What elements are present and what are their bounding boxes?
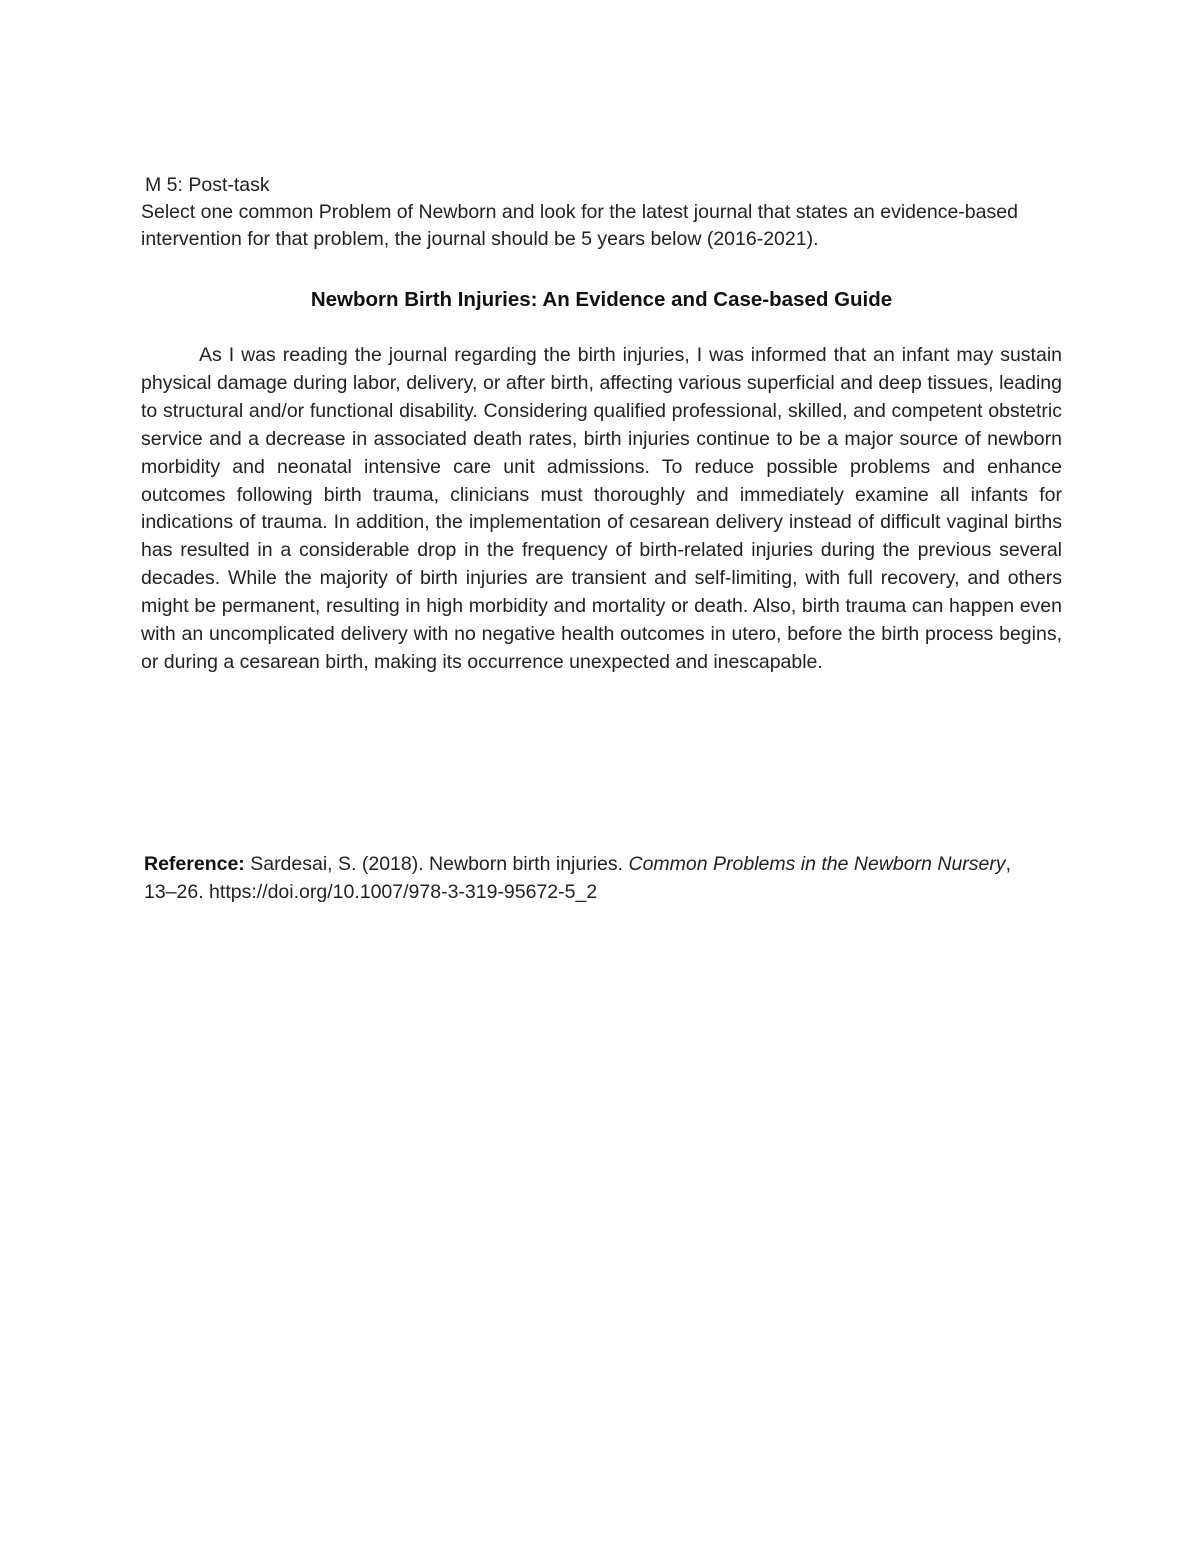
reference-citation	[144, 850, 1044, 906]
module-label: M 5: Post-task	[145, 174, 270, 196]
reference-authors-title: Sardesai, S. (2018). Newborn birth injuries.	[244, 853, 629, 875]
task-header	[141, 172, 1071, 253]
reference-label: Reference:	[144, 853, 245, 875]
document-title: Newborn Birth Injuries: An Evidence and Case-based Guide	[310, 288, 893, 311]
reference-source: Common Problems in the Newborn Nursery	[628, 853, 1006, 875]
reference-pages-doi: , 13–26. https://doi.org/10.1007/978-3-319-95672-5_2	[144, 853, 1012, 903]
body-paragraph: As I was reading the journal regarding the birth injuries, I was informed that an infant may sustain physical damage during labor, delivery, or after birth, affecting various superficial and deep tissues, leading to structural and/or functional disability. Considering qualified professional, skilled, and competent obstetric service and a decrease in associated death rates, birth injuries continue to be a major source of newborn morbidity and neonatal intensive care unit admissions. To reduce possible problems and enhance outcomes following birth trauma, clinicians must thoroughly and immediately examine all infants for indications of trauma. In addition, the implementation of cesarean delivery instead of difficult vaginal births has resulted in a considerable drop in the frequency of birth-related injuries during the previous several decades. While the majority of birth injuries are transient and self-limiting, with full recovery, and others might be permanent, resulting in high morbidity and mortality or death. Also, birth trauma can happen even with an uncomplicated delivery with no negative health outcomes in utero, before the birth process begins, or during a cesarean birth, making its occurrence unexpected and inescapable.	[141, 344, 1062, 673]
task-instructions: Select one common Problem of Newborn and look for the latest journal that states an evidence-based intervention for that problem, the journal should be 5 years below (2016-2021).	[141, 201, 1018, 250]
